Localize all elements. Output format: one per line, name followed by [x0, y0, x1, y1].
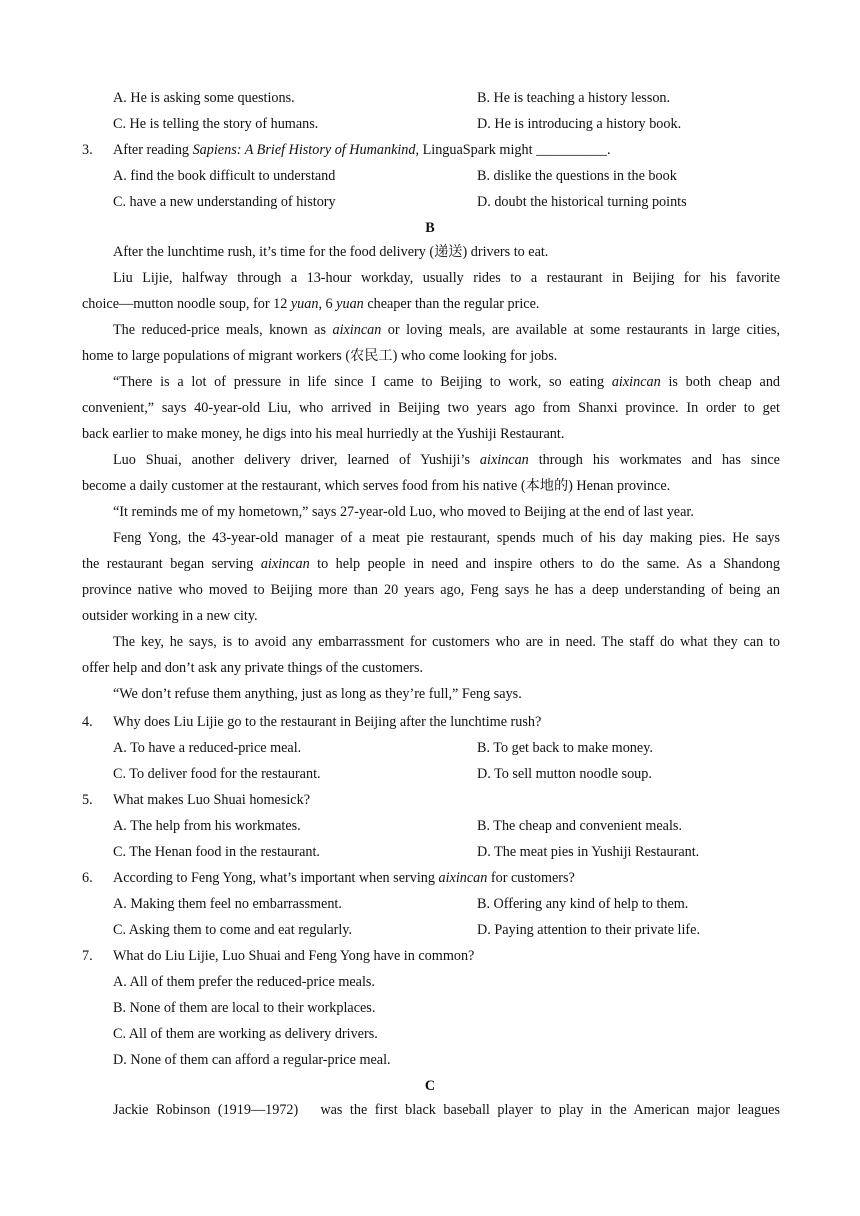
passage-b-p4-line3: back earlier to make money, he digs into his meal hurriedly at the Yushiji Restaurant.: [82, 426, 565, 442]
q2-option-b: B. He is teaching a history lesson.: [477, 90, 671, 106]
q6-number: 6.: [82, 870, 93, 886]
q4-stem: Why does Liu Lijie go to the restaurant in Beijing after the lunchtime rush?: [113, 714, 542, 730]
passage-b-p6: “It reminds me of my hometown,” says 27-year-old Luo, who moved to Beijing at the end of last year.: [113, 504, 694, 520]
passage-b-p3-line1: The reduced-price meals, known as aixincan or loving meals, are available at some restaurants in large cities,: [113, 322, 780, 338]
q4-number: 4.: [82, 714, 93, 730]
q3-option-c: C. have a new understanding of history: [113, 194, 336, 210]
q4-option-c: C. To deliver food for the restaurant.: [113, 766, 321, 782]
q4-option-b: B. To get back to make money.: [477, 740, 653, 756]
q3-stem: After reading Sapiens: A Brief History of Humankind, LinguaSpark might __________.: [113, 142, 611, 158]
q6-option-b: B. Offering any kind of help to them.: [477, 896, 689, 912]
q7-number: 7.: [82, 948, 93, 964]
q3-option-a: A. find the book difficult to understand: [113, 168, 336, 184]
passage-b-p7-line4: outsider working in a new city.: [82, 608, 258, 624]
passage-b-p8-line2: offer help and don’t ask any private things of the customers.: [82, 660, 424, 676]
q2-option-d: D. He is introducing a history book.: [477, 116, 682, 132]
q2-option-a: A. He is asking some questions.: [113, 90, 295, 106]
q4-option-a: A. To have a reduced-price meal.: [113, 740, 302, 756]
q3-option-d: D. doubt the historical turning points: [477, 194, 687, 210]
passage-b-p4-line2: convenient,” says 40-year-old Liu, who arrived in Beijing two years ago from Shanxi province. In order to get: [82, 400, 780, 416]
q7-option-a: A. All of them prefer the reduced-price meals.: [113, 974, 375, 990]
passage-b-p4-line1: “There is a lot of pressure in life since I came to Beijing to work, so eating aixincan is both cheap and: [113, 374, 781, 390]
section-b-heading: B: [425, 220, 435, 236]
q2-option-c: C. He is telling the story of humans.: [113, 116, 319, 132]
q5-option-c: C. The Henan food in the restaurant.: [113, 844, 320, 860]
passage-b-p2-line1: Liu Lijie, halfway through a 13-hour workday, usually rides to a restaurant in Beijing for his favorite: [113, 270, 780, 286]
passage-b-p5-line1: Luo Shuai, another delivery driver, learned of Yushiji’s aixincan through his workmates and has since: [113, 452, 780, 468]
passage-b-p5-line2: become a daily customer at the restaurant, which serves food from his native (本地的) Henan province.: [82, 478, 671, 494]
q7-option-c: C. All of them are working as delivery drivers.: [113, 1026, 378, 1042]
q6-option-c: C. Asking them to come and eat regularly.: [113, 922, 353, 938]
q5-stem: What makes Luo Shuai homesick?: [113, 792, 310, 808]
section-c-heading: C: [424, 1078, 436, 1094]
q3-number: 3.: [82, 142, 93, 158]
passage-b-p3-line2: home to large populations of migrant workers (农民工) who come looking for jobs.: [82, 348, 558, 364]
q7-option-b: B. None of them are local to their workplaces.: [113, 1000, 376, 1016]
passage-b-p9: “We don’t refuse them anything, just as long as they’re full,” Feng says.: [113, 686, 522, 702]
q4-option-d: D. To sell mutton noodle soup.: [477, 766, 652, 782]
q5-option-d: D. The meat pies in Yushiji Restaurant.: [477, 844, 700, 860]
q5-option-b: B. The cheap and convenient meals.: [477, 818, 682, 834]
passage-b-p2-line2: choice—mutton noodle soup, for 12 yuan, 6 yuan cheaper than the regular price.: [82, 296, 540, 312]
passage-b-p7-line2: the restaurant began serving aixincan to help people in need and inspire others to do the same. As a Shandong: [82, 556, 780, 572]
passage-b-p7-line3: province native who moved to Beijing more than 20 years ago, Feng says he has a deep understanding of being an: [82, 582, 780, 598]
q5-option-a: A. The help from his workmates.: [113, 818, 301, 834]
q6-option-d: D. Paying attention to their private life.: [477, 922, 701, 938]
passage-b-p7-line1: Feng Yong, the 43-year-old manager of a meat pie restaurant, spends much of his day making pies. He says: [113, 530, 780, 546]
q5-number: 5.: [82, 792, 93, 808]
q7-stem: What do Liu Lijie, Luo Shuai and Feng Yong have in common?: [113, 948, 475, 964]
book-title: Sapiens: A Brief History of Humankind: [192, 142, 416, 158]
passage-b-p8-line1: The key, he says, is to avoid any embarrassment for customers who are in need. The staff do what they can to: [113, 634, 780, 650]
passage-b-p1: After the lunchtime rush, it’s time for the food delivery (递送) drivers to eat.: [113, 244, 549, 260]
passage-c-p1-line1: Jackie Robinson (1919—1972) was the first black baseball player to play in the American major leagues: [113, 1102, 780, 1118]
q3-option-b: B. dislike the questions in the book: [477, 168, 677, 184]
q7-option-d: D. None of them can afford a regular-price meal.: [113, 1052, 391, 1068]
q6-stem: According to Feng Yong, what’s important when serving aixincan for customers?: [113, 870, 575, 886]
q6-option-a: A. Making them feel no embarrassment.: [113, 896, 342, 912]
